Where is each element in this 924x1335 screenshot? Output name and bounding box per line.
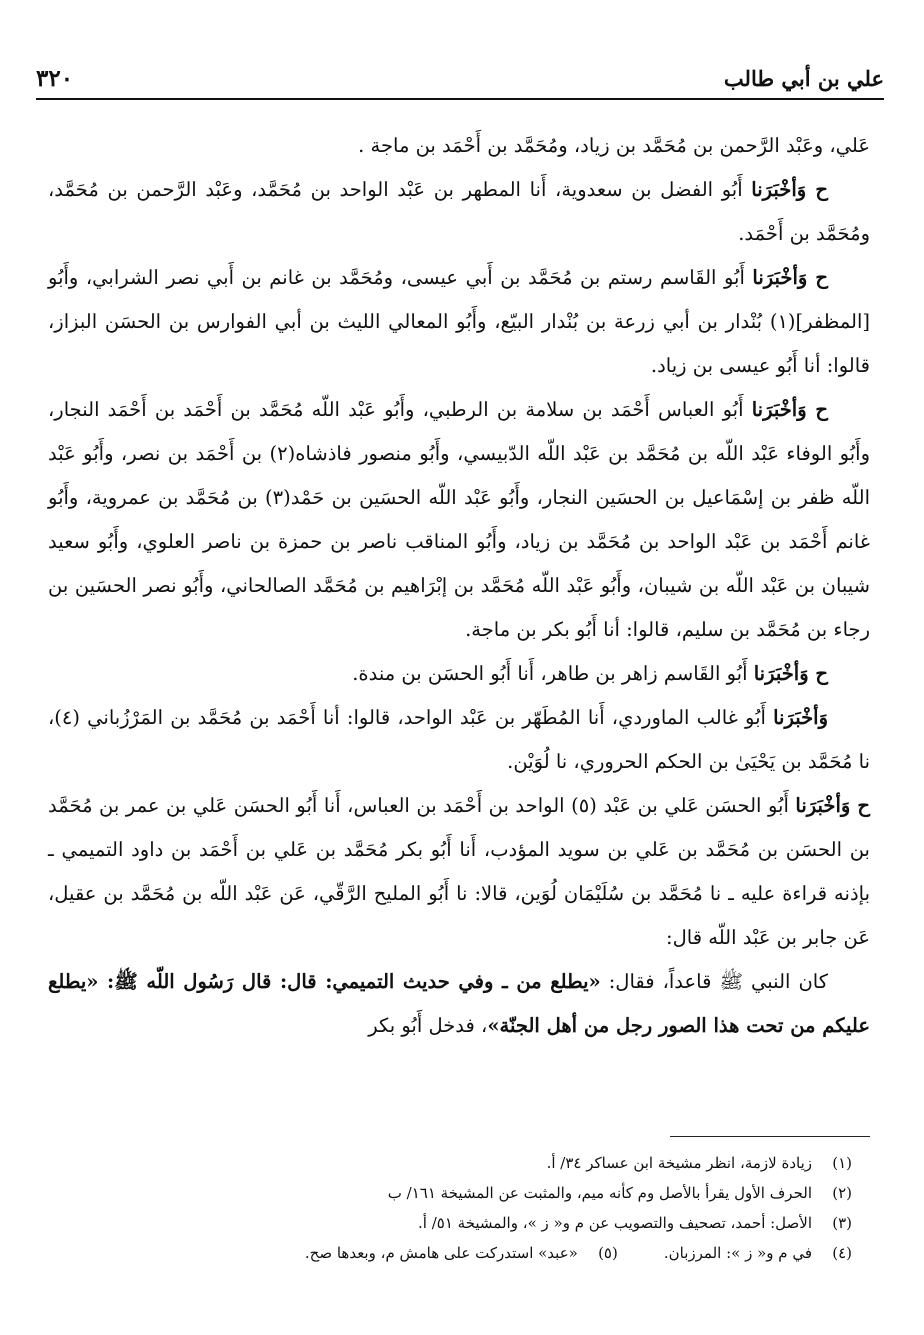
paragraph-7 [48, 784, 870, 960]
paragraph-text: أَبُو الحسَن عَلي بن عَبْد (٥) الواحد بن أَحْمَد بن العباس، أَنا أَبُو الحسَن عَلي بن عمر بن مُحَمَّد بن الحسَن بن مُحَمَّد بن عَلي بن سويد المؤدب، أَنا أَبُو بكر مُحَمَّد بن عَلي بن أَحْمَد بن داود التميمي ـ بإذنه قراءة عليه ـ نا مُحَمَّد بن سُلَيْمَان لُوَين، قالا: نا أَبُو المليح الرَّقّي، عَن عَبْد اللّه بن مُحَمَّد بن عقيل، عَن جابر بن عَبْد اللّه قال: [48, 794, 870, 949]
paragraph-3 [48, 256, 870, 388]
footnote-gap [626, 1238, 656, 1268]
paragraph-text: أَبُو غالب الماوردي، أَنا المُطَهّر بن عَبْد الواحد، قالوا: أنا أَحْمَد بن مُحَمَّد بن المَرْزُباني (٤)، نا مُحَمَّد بن يَحْيَىٰ بن الحكم الحروري، نا لُوَيْن. [48, 706, 870, 773]
main-text [48, 124, 870, 1048]
footnotes [60, 1148, 852, 1268]
footnote-text: الأصل: أحمد، تصحيف والتصويب عن م و« ز »، والمشيخة ٥١/ أ. [418, 1214, 812, 1232]
hadith-continuation: ، فدخل أَبُو بكر [368, 1014, 488, 1037]
footnote-text: زيادة لازمة، انظر مشيخة ابن عساكر ٣٤/ أ. [546, 1154, 812, 1172]
paragraph-text: أَبُو القَاسم زاهر بن طاهر، أَنا أَبُو الحسَن بن مندة. [352, 662, 754, 685]
paragraph-lead: ح وَأخْبَرَنا [751, 398, 828, 421]
paragraph-5 [48, 652, 870, 696]
paragraph-lead: ح وَأخْبَرَنا [795, 794, 870, 817]
page-header [36, 58, 884, 100]
page-number: ٣٢٠ [36, 64, 74, 92]
footnote-number: (٢) [832, 1184, 852, 1202]
paragraph-lead: ح وَأخْبَرَنا [753, 662, 828, 685]
footnote-number: (٤) [832, 1244, 852, 1262]
footnote-text: في م و« ز »: المرزبان. [663, 1244, 812, 1262]
running-title: علي بن أبي طالب [723, 65, 884, 91]
footnote-1 [60, 1148, 852, 1178]
paragraph-lead: ح وَأخْبَرَنا [751, 178, 828, 201]
footnote-number: (٣) [832, 1214, 852, 1232]
paragraph-text: عَلي، وعَبْد الرَّحمن بن مُحَمَّد بن زياد، ومُحَمَّد بن أَحْمَد بن ماجة . [358, 134, 870, 157]
paragraph-2 [48, 168, 870, 256]
hadith-paragraph [48, 960, 870, 1048]
paragraph-lead: وَأخْبَرَنا [773, 706, 828, 729]
footnote-number: (١) [832, 1154, 852, 1172]
paragraph-text: أَبُو القَاسم رستم بن مُحَمَّد بن أَبي عيسى، ومُحَمَّد بن غانم بن أَبي نصر الشرابي، وأَبُو [المظفر](١) بُنْدار بن أبي زرعة بن بُنْدار البيّع، وأَبُو المعالي الليث بن أبي الفوارس بن الحسَن البزاز، قالوا: أنا أَبُو عيسى بن زياد. [48, 266, 870, 377]
footnote-text: «عبد» استدركت على هامش م، وبعدها صح. [304, 1244, 578, 1262]
footnote-2 [60, 1178, 852, 1208]
paragraph-6 [48, 696, 870, 784]
paragraph-1 [48, 124, 870, 168]
hadith-text: «يطلع من ـ وفي حديث التميمي: قال: قال رَسُول اللّه ﷺ: «يطلع عليكم من تحت هذا الصور رجل من أهل الجنّة» [48, 970, 870, 1037]
footnote-3 [60, 1208, 852, 1238]
hadith-intro: كان النبي ﷺ قاعداً، فقال: [600, 970, 828, 993]
footnote-separator [670, 1136, 870, 1137]
paragraph-4 [48, 388, 870, 652]
paragraph-text: أَبُو العباس أَحْمَد بن سلامة بن الرطبي، وأَبُو عَبْد اللّه مُحَمَّد بن أَحْمَد بن أَحْمَد النجار، وأَبُو الوفاء عَبْد اللّه بن مُحَمَّد بن عَبْد اللّه الدّبيسي، وأَبُو منصور فاذشاه(٢) بن أَحْمَد بن نصر، وأَبُو عَبْد اللّه ظفر بن إسْمَاعيل بن الحسَين النجار، وأَبُو عَبْد اللّه الحسَين بن حَمْد(٣) بن مُحَمَّد بن عمروية، وأَبُو غانم أَحْمَد بن عَبْد الواحد بن مُحَمَّد بن زياد، وأَبُو المناقب ناصر بن حمزة بن ناصر العلوي، وأَبُو سعيد شيبان بن عَبْد اللّه بن شيبان، وأَبُو عَبْد اللّه مُحَمَّد بن إبْرَاهيم بن مُحَمَّد الصالحاني، وأَبُو نصر الحسَين بن رجاء بن مُحَمَّد بن سليم، قالوا: أنا أَبُو بكر بن ماجة. [48, 398, 870, 641]
footnote-4-5 [60, 1238, 852, 1268]
footnote-text: الحرف الأول يقرأ بالأصل وم كأنه ميم، والمثبت عن المشيخة ١٦١/ ب [387, 1184, 812, 1202]
paragraph-lead: ح وَأخْبَرَنا [752, 266, 829, 289]
footnote-number: (٥) [598, 1244, 618, 1262]
paragraph-text: أَبُو الفضل بن سعدوية، أَنا المطهر بن عَبْد الواحد بن مُحَمَّد، وعَبْد الرَّحمن بن مُحَمَّد، ومُحَمَّد بن أَحْمَد. [48, 178, 870, 245]
